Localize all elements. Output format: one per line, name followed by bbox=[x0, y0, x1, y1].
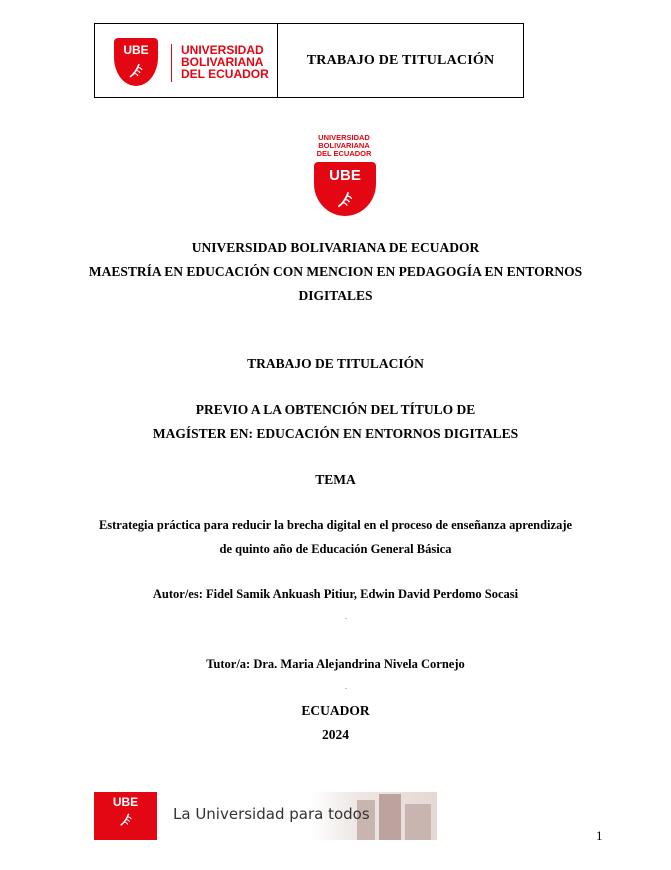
footer-ube-logo bbox=[94, 792, 157, 840]
previo-line-1: PREVIO A LA OBTENCIÓN DEL TÍTULO DE bbox=[195, 402, 476, 417]
year: 2024 bbox=[322, 727, 349, 742]
logo-text: UBE bbox=[123, 43, 149, 57]
tema-heading: TEMA bbox=[315, 472, 356, 487]
university-line: UNIVERSIDAD bbox=[318, 133, 370, 142]
university-name bbox=[181, 44, 269, 81]
work-type: TRABAJO DE TITULACIÓN bbox=[247, 356, 424, 371]
logo-text: UBE bbox=[329, 167, 361, 184]
ube-shield-logo bbox=[114, 38, 158, 86]
logo-text: UBE bbox=[112, 795, 139, 809]
program-line-1: MAESTRÍA EN EDUCACIÓN CON MENCION EN PEDAGOGÍA EN ENTORNOS bbox=[88, 264, 583, 279]
university-line: BOLIVARIANA bbox=[181, 55, 264, 70]
program-line-2: DIGITALES bbox=[298, 288, 373, 303]
building-graphic bbox=[379, 794, 401, 840]
university-title: UNIVERSIDAD BOLIVARIANA DE ECUADOR bbox=[191, 240, 480, 255]
footer-tagline: La Universidad para todos bbox=[173, 805, 370, 823]
center-ube-shield bbox=[314, 162, 376, 216]
document-header bbox=[94, 23, 524, 98]
tema-line-2: de quinto año de Educación General Básica bbox=[219, 542, 452, 556]
center-university-name bbox=[312, 134, 376, 158]
university-line: BOLIVARIANA bbox=[318, 140, 370, 150]
laurel-icon bbox=[126, 62, 146, 80]
tema-line-1: Estrategia práctica para reducir la brecha digital en el proceso de enseñanza aprendizaje bbox=[98, 518, 573, 532]
header-title: TRABAJO DE TITULACIÓN bbox=[306, 52, 495, 68]
building-graphic bbox=[405, 804, 431, 840]
country: ECUADOR bbox=[301, 703, 370, 718]
laurel-icon bbox=[333, 190, 357, 210]
previo-line-2: MAGÍSTER EN: EDUCACIÓN EN ENTORNOS DIGITALES bbox=[152, 426, 519, 441]
separator-dot: . bbox=[345, 682, 347, 691]
university-line: DEL ECUADOR bbox=[316, 148, 372, 158]
university-line: UNIVERSIDAD bbox=[181, 43, 264, 57]
separator-dot: . bbox=[345, 612, 347, 621]
university-line: DEL ECUADOR bbox=[181, 67, 269, 82]
tutor: Tutor/a: Dra. Maria Alejandrina Nivela Cornejo bbox=[206, 657, 465, 671]
laurel-icon bbox=[117, 812, 135, 828]
logo-divider bbox=[171, 44, 172, 82]
page-number: 1 bbox=[596, 828, 603, 843]
header-logo bbox=[95, 24, 278, 97]
authors: Autor/es: Fidel Samik Ankuash Pitiur, Edwin David Perdomo Socasi bbox=[152, 587, 519, 601]
